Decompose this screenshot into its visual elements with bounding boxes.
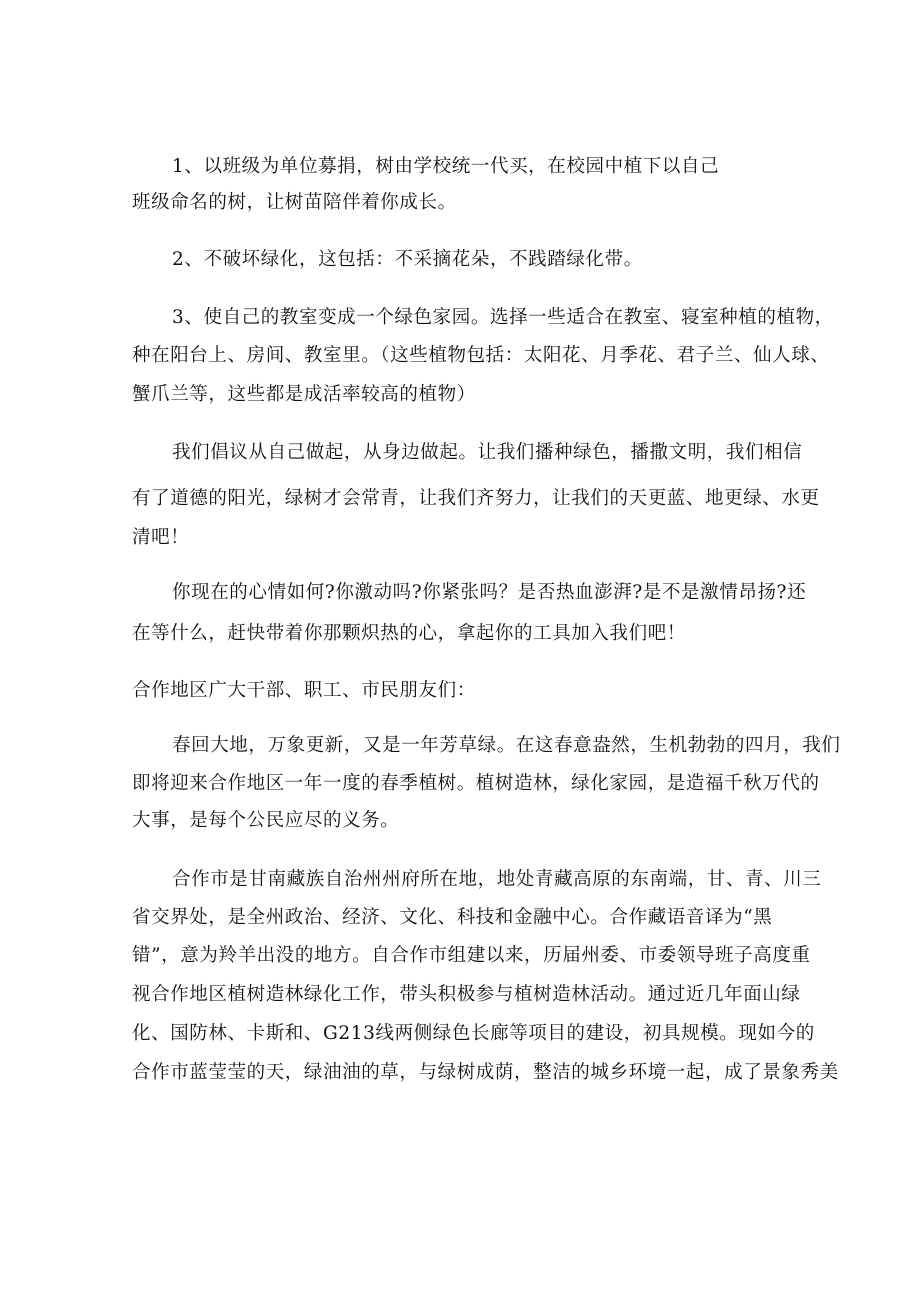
- text-line: 我们倡议从自己做起，从身边做起。让我们播种绿色，播撒文明，我们相信: [172, 442, 803, 463]
- text-line: 春回大地，万象更新，又是一年芳草绿。在这春意盎然，生机勃勃的四月，我们: [172, 735, 841, 756]
- text-line: 在等什么，赶快带着你那颗炽热的心，拿起你的工具加入我们吧！: [132, 623, 686, 644]
- text-line: 清吧！: [132, 527, 190, 548]
- text-line: 3、使自己的教室变成一个绿色家园。选择一些适合在教室、寝室种植的植物，: [172, 307, 834, 328]
- text-line: 班级命名的树，让树苗陪伴着你成长。: [132, 192, 457, 213]
- text-line: 大事，是每个公民应尽的义务。: [132, 810, 400, 831]
- text-line: 视合作地区植树造林绿化工作，带头积极参与植树造林活动。通过近几年面山绿: [132, 984, 801, 1005]
- text-line: 你现在的心情如何?你激动吗?你紧张吗？是否热血澎湃?是不是激情昂扬?还: [172, 582, 807, 603]
- text-line: 合作市蓝莹莹的天，绿油油的草，与绿树成荫，整洁的城乡环境一起，成了景象秀美: [132, 1062, 839, 1083]
- text-line: 省交界处，是全州政治、经济、文化、科技和金融中心。合作藏语音译为“黑: [132, 907, 773, 928]
- text-line: 种在阳台上、房间、教室里。（这些植物包括：太阳花、月季花、君子兰、仙人球、: [132, 345, 830, 366]
- text-line: 即将迎来合作地区一年一度的春季植树。植树造林，绿化家园，是造福千秋万代的: [132, 773, 820, 794]
- text-line: 错”，意为羚羊出没的地方。自合作市组建以来，历届州委、市委领导班子高度重: [132, 945, 811, 966]
- text-line: 蟹爪兰等，这些都是成活率较高的植物）: [132, 384, 476, 405]
- text-line: 1、以班级为单位募捐，树由学校统一代买，在校园中植下以自己: [172, 156, 720, 177]
- text-line: 合作市是甘南藏族自治州州府所在地，地处青藏高原的东南端，甘、青、川三: [172, 869, 822, 890]
- text-line: 合作地区广大干部、职工、市民朋友们：: [132, 680, 476, 701]
- text-line: 有了道德的阳光，绿树才会常青，让我们齐努力，让我们的天更蓝、地更绿、水更: [132, 488, 820, 509]
- text-line: 2、不破坏绿化，这包括：不采摘花朵，不践踏绿化带。: [172, 249, 643, 270]
- text-line: 化、国防林、卡斯和、G213线两侧绿色长廊等项目的建设，初具规模。现如今的: [132, 1023, 815, 1044]
